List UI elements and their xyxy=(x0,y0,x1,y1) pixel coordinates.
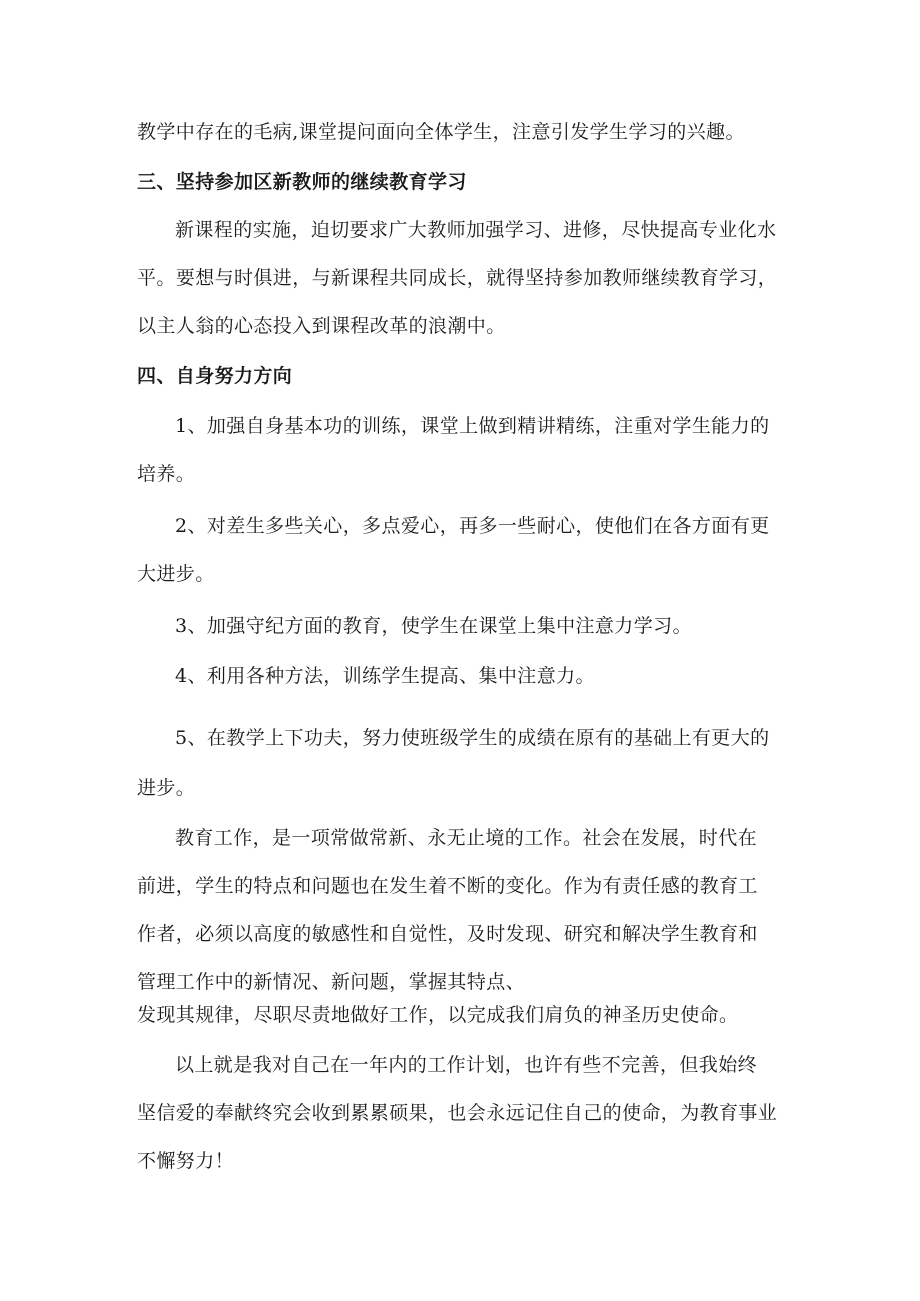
paragraph-line: 不懈努力！ xyxy=(137,1150,235,1172)
list-item-line: 进步。 xyxy=(137,777,196,799)
list-item-line: 4、利用各种方法，训练学生提高、集中注意力。 xyxy=(175,665,595,687)
section-heading: 四、自身努力方向 xyxy=(137,365,293,387)
list-item-line: 5、在教学上下功夫，努力使班级学生的成绩在原有的基础上有更大的 xyxy=(175,727,770,749)
paragraph-line: 坚信爱的奉献终究会收到累累硕果，也会永远记住自己的使命，为教育事业 xyxy=(137,1102,778,1124)
list-item-line: 1、加强自身基本功的训练，课堂上做到精讲精练，注重对学生能力的 xyxy=(175,415,770,437)
list-item-line: 培养。 xyxy=(137,463,196,485)
paragraph-line: 作者，必须以高度的敏感性和自觉性，及时发现、研究和解决学生教育和 xyxy=(137,923,758,945)
list-item-line: 3、加强守纪方面的教育，使学生在课堂上集中注意力学习。 xyxy=(175,615,692,637)
list-item-line: 大进步。 xyxy=(137,563,215,585)
list-item-line: 2、对差生多些关心，多点爱心，再多一些耐心，使他们在各方面有更 xyxy=(175,515,770,537)
paragraph-line: 教学中存在的毛病,课堂提问面向全体学生，注意引发学生学习的兴趣。 xyxy=(137,121,745,143)
paragraph-line: 以主人翁的心态投入到课程改革的浪潮中。 xyxy=(137,315,506,337)
paragraph-line: 前进，学生的特点和问题也在发生着不断的变化。作为有责任感的教育工 xyxy=(137,875,758,897)
paragraph-line: 教育工作，是一项常做常新、永无止境的工作。社会在发展，时代在 xyxy=(175,827,758,849)
paragraph-line: 新课程的实施，迫切要求广大教师加强学习、进修，尽快提高专业化水 xyxy=(175,219,777,241)
paragraph-line: 平。要想与时俱进，与新课程共同成长，就得坚持参加教师继续教育学习， xyxy=(137,267,778,289)
paragraph-line: 发现其规律，尽职尽责地做好工作，以完成我们肩负的神圣历史使命。 xyxy=(137,1004,739,1026)
section-heading: 三、坚持参加区新教师的继续教育学习 xyxy=(137,171,467,193)
paragraph-line: 管理工作中的新情况、新问题，掌握其特点、 xyxy=(137,971,526,993)
paragraph-line: 以上就是我对自己在一年内的工作计划，也许有些不完善，但我始终 xyxy=(175,1054,758,1076)
